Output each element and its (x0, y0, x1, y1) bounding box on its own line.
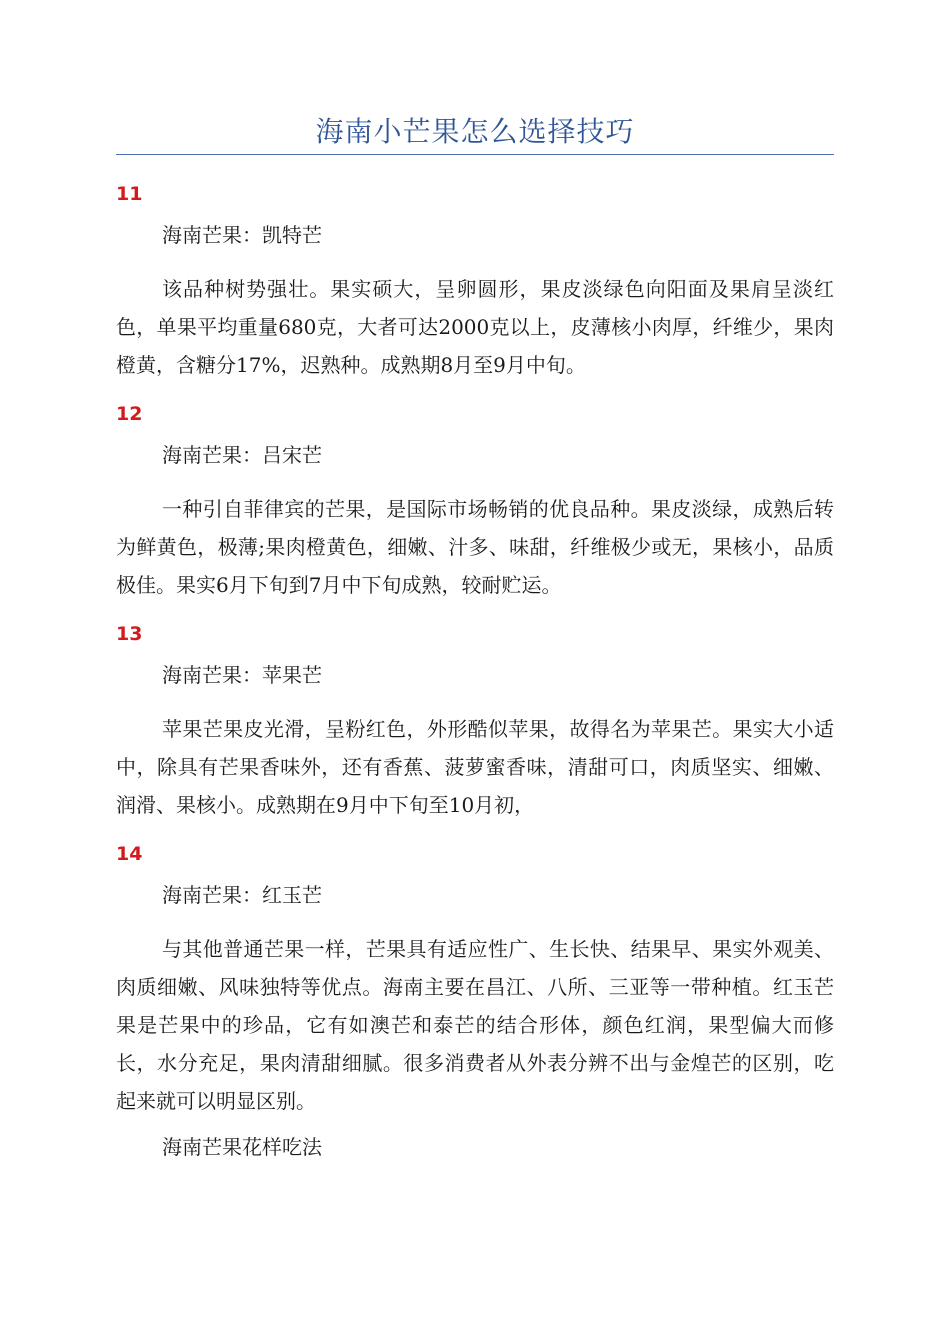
section-subtitle: 海南芒果：凯特芒 (162, 223, 322, 247)
section-subtitle: 海南芒果：红玉芒 (162, 883, 322, 907)
section-subtitle: 海南芒果：苹果芒 (162, 663, 322, 687)
section-number: 13 (116, 623, 143, 645)
section-body: 一种引自菲律宾的芒果，是国际市场畅销的优良品种。果皮淡绿，成熟后转为鲜黄色，极薄;果肉橙黄色，细嫩、汁多、味甜，纤维极少或无，果核小，品质极佳。果实6月下旬到7月中下旬成熟，较耐贮运。 (116, 497, 834, 597)
page-title: 海南小芒果怎么选择技巧 (315, 115, 635, 148)
content (116, 176, 834, 1162)
section-body: 与其他普通芒果一样，芒果具有适应性广、生长快、结果早、果实外观美、肉质细嫩、风味独特等优点。海南主要在昌江、八所、三亚等一带种植。红玉芒果是芒果中的珍品，它有如澳芒和泰芒的结合形体，颜色红润，果型偏大而修长，水分充足，果肉清甜细腻。很多消费者从外表分辨不出与金煌芒的区别，吃起来就可以明显区别。 (116, 937, 834, 1113)
section-13 (116, 616, 834, 824)
section-number: 14 (116, 843, 143, 865)
title-underline (116, 154, 834, 155)
section-number: 12 (116, 403, 143, 425)
section-11 (116, 176, 834, 384)
section-12 (116, 396, 834, 604)
section-body: 该品种树势强壮。果实硕大，呈卵圆形，果皮淡绿色向阳面及果肩呈淡红色，单果平均重量680克，大者可达2000克以上，皮薄核小肉厚，纤维少，果肉橙黄，含糖分17%，迟熟种。成熟期8月至9月中旬。 (116, 277, 834, 377)
closing-heading: 海南芒果花样吃法 (162, 1135, 322, 1159)
section-number: 11 (116, 183, 143, 205)
section-subtitle: 海南芒果：吕宋芒 (162, 443, 322, 467)
section-14 (116, 836, 834, 1120)
section-body: 苹果芒果皮光滑，呈粉红色，外形酷似苹果，故得名为苹果芒。果实大小适中，除具有芒果香味外，还有香蕉、菠萝蜜香味，清甜可口，肉质坚实、细嫩、润滑、果核小。成熟期在9月中下旬至10月初， (116, 717, 834, 817)
